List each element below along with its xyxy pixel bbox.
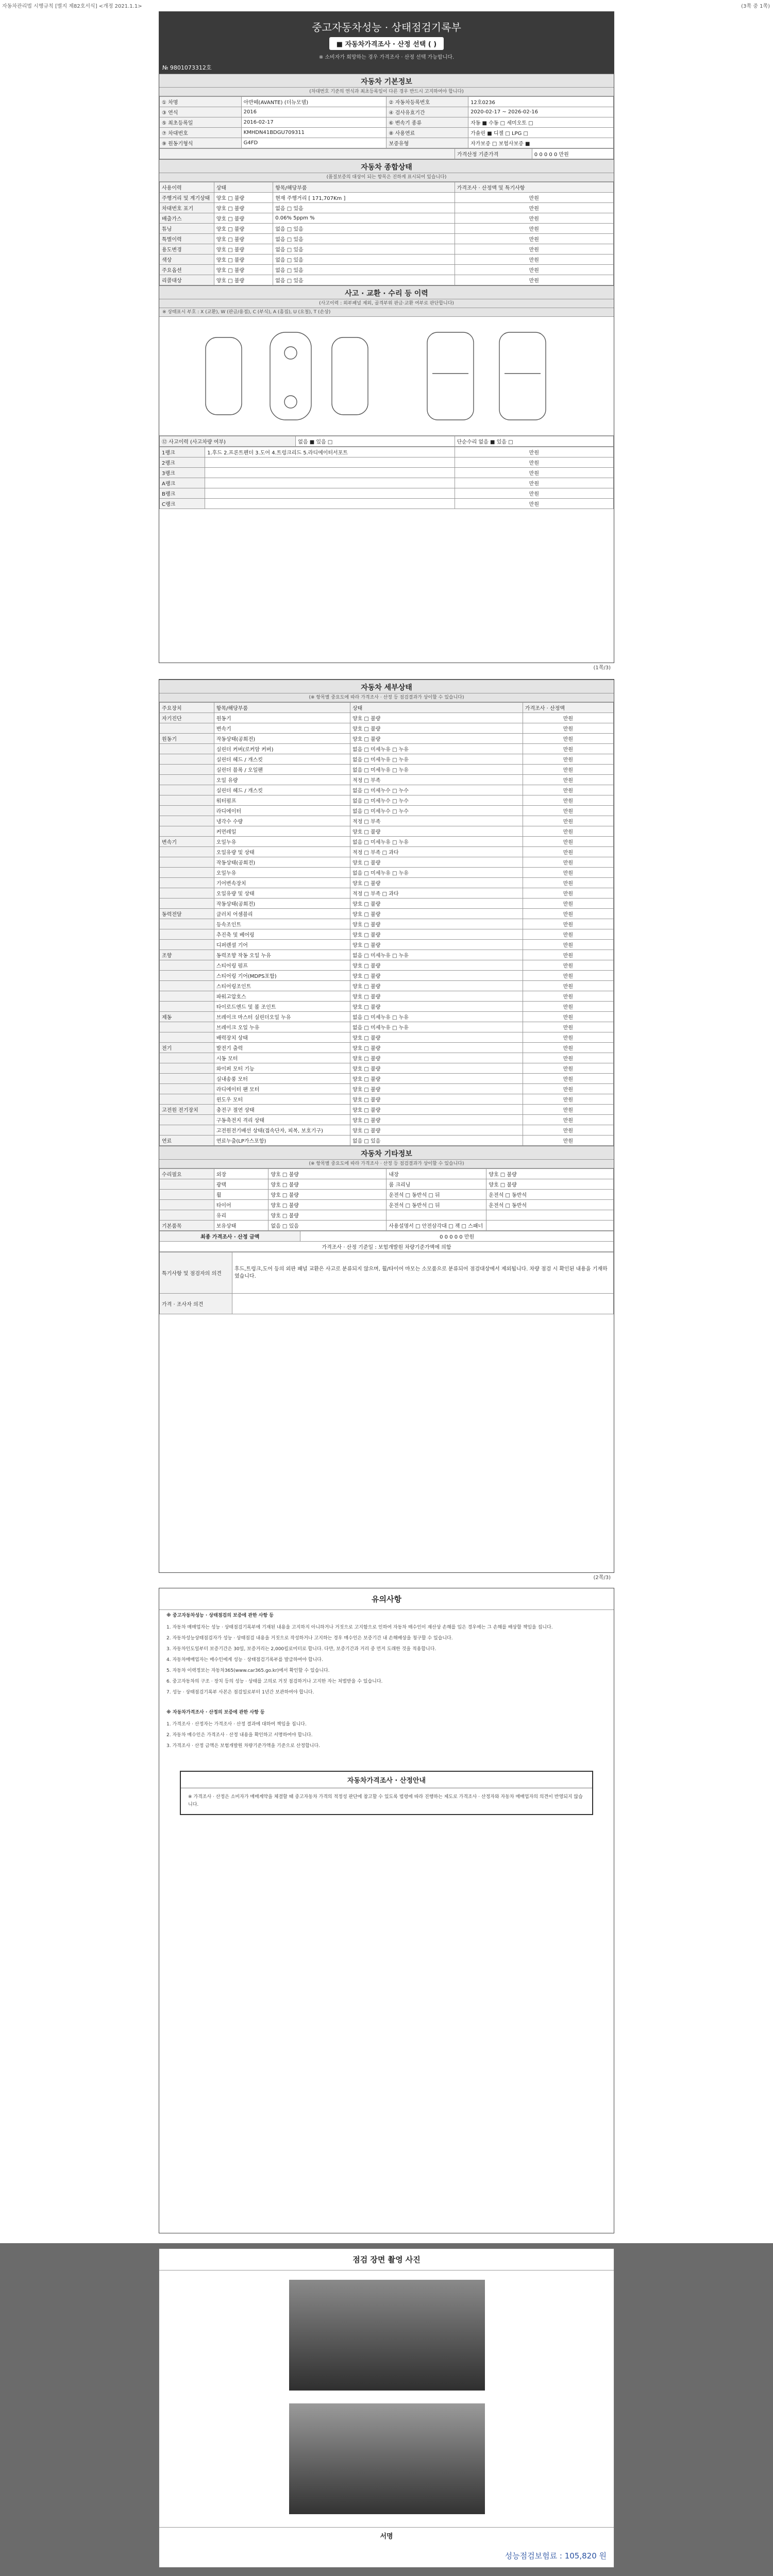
price-guide-box: 자동차가격조사 · 산정안내 ※ 가격조사 · 산정은 소비자가 매매계약을 체결할 때 중고자동차 가격의 적정성 판단에 참고할 수 있도록 법령에 따라 진행하는 제도로 가격조사 · 산정자와 자동차 매매업자의 의견이 반영되지 않습니다. bbox=[180, 1771, 593, 1815]
detail-row: 작동상태(공회전) 양호 □ 불량 만원 bbox=[160, 899, 614, 909]
basic-info-table bbox=[159, 96, 614, 148]
other-title: 자동차 기타정보 bbox=[159, 1146, 614, 1160]
detail-row: 냉각수 수량 적정 □ 부족 만원 bbox=[160, 816, 614, 826]
other-row: 기본품목 보유상태 없음 □ 있음 사용설명서 □ 안전삼각대 □ 잭 □ 스패너 bbox=[160, 1221, 614, 1231]
document-number: № 9801073312호 bbox=[162, 64, 212, 71]
other-table bbox=[159, 1168, 614, 1231]
detail-row: 오일 유량 적정 □ 부족 만원 bbox=[160, 775, 614, 785]
notice-item: 1. 자동차 매매업자는 성능 · 상태점검기록부에 기재된 내용을 고지하지 아니하거나 거짓으로 고지함으로 인하여 자동차 매수인이 재산상 손해를 입은 경우에는 그 손해를 배상할 책임을 집니다. bbox=[166, 1625, 553, 1630]
detail-row: 오일유량 및 상태 적정 □ 부족 □ 과다 만원 bbox=[160, 888, 614, 899]
page-mark-1: (1쪽/3) bbox=[593, 665, 611, 671]
detail-row: 타이로드엔드 및 볼 조인트 양호 □ 불량 만원 bbox=[160, 1002, 614, 1012]
detail-row: 연료 연료누출(LP가스포함) 없음 □ 있음 만원 bbox=[160, 1136, 614, 1146]
overall-row: 주요옵션 양호 □ 불량 없음 □ 있음 만원 bbox=[160, 265, 614, 275]
detail-row: 작동상태(공회전) 양호 □ 불량 만원 bbox=[160, 857, 614, 868]
detail-row: 디퍼렌셜 기어 양호 □ 불량 만원 bbox=[160, 940, 614, 950]
basic-info-row: ① 차명 아반떼(AVANTE) (더뉴모델) ② 자동차등록번호 12호0236 bbox=[160, 97, 614, 107]
detail-row: 라디에이터 팬 모터 양호 □ 불량 만원 bbox=[160, 1084, 614, 1094]
photo-sheet bbox=[159, 2248, 614, 2568]
detail-row: 조향 동력조향 작동 오일 누유 없음 □ 미세누유 □ 누유 만원 bbox=[160, 950, 614, 960]
detail-row: 스티어링조인트 양호 □ 불량 만원 bbox=[160, 981, 614, 991]
price-basis-row: 가격산정 기준가격 0 0 0 0 0 만원 bbox=[159, 148, 614, 159]
car-diagram bbox=[159, 317, 614, 436]
detail-row: 자기진단 원동기 양호 □ 불량 만원 bbox=[160, 713, 614, 723]
page-1 bbox=[159, 11, 614, 671]
overall-row: 색상 양호 □ 불량 없음 □ 있음 만원 bbox=[160, 255, 614, 265]
total-table: 최종 가격조사 · 산정 금액 0 0 0 0 0 만원 가격조사 · 산정 기준일 : 보험개발원 차량기준가액에 의함 bbox=[159, 1231, 614, 1252]
basic-info-row: ③ 연식 2016 ④ 검사유효기간 2020-02-17 ~ 2026-02-16 bbox=[160, 107, 614, 117]
detail-row: 변속기 양호 □ 불량 만원 bbox=[160, 723, 614, 734]
detail-row: 등속조인트 양호 □ 불량 만원 bbox=[160, 919, 614, 929]
accident-legend: ※ 상태표시 부호 : X (교환), W (판금/용접), C (부식), A (흠집), U (요철), T (손상) bbox=[159, 308, 614, 317]
form-header bbox=[159, 12, 614, 74]
detail-row: 원동기 작동상태(공회전) 양호 □ 불량 만원 bbox=[160, 734, 614, 744]
inspection-photo-2 bbox=[289, 2403, 485, 2514]
detail-row: 오일누유 없음 □ 미세누유 □ 누유 만원 bbox=[160, 868, 614, 878]
detail-row: 스티어링 펌프 양호 □ 불량 만원 bbox=[160, 960, 614, 971]
overall-table: 사용이력 상태 항목/해당부품 가격조사 · 산정액 및 특기사항 주행거리 및 계기상태 양호 □ 불량 현재 주행거리 [ 171,707Km ] 만원 차대번호 표기 양호 □ 불량 없음 □ 있음 만원 배출가스 양호 □ 불량 0.06% 5ppm % 만원 튜닝 양호 □ 불량 없음 □ 있음 만원 특별이력 양호 □ 불량 없음 □ 있음 만원 용도변경 양호 □ 불량 없음 □ 있음 만원 색상 양호 □ 불량 없음 □ 있음 만원 주요옵션 양호 □ 불량 없음 □ 있음 만원 리콜대상 양호 □ 불량 없음 □ 있음 만원 bbox=[159, 182, 614, 285]
outer-rank-row: B랭크 만원 bbox=[160, 488, 614, 499]
overall-note: (품질보증의 대상이 되는 항목은 진하게 표시되어 있습니다) bbox=[159, 173, 614, 182]
notice-item: 1. 가격조사 · 산정자는 가격조사 · 산정 결과에 대하여 책임을 집니다. bbox=[166, 1722, 307, 1727]
other-row: 타이어 양호 □ 불량 운전석 □ 동반석 □ 뒤 운전석 □ 동반석 bbox=[160, 1200, 614, 1210]
photo-title: 점검 장면 촬영 사진 bbox=[159, 2249, 614, 2270]
detail-row: 실린더 커버(로커암 커버) 없음 □ 미세누유 □ 누유 만원 bbox=[160, 744, 614, 754]
outer-panel-table bbox=[159, 447, 614, 509]
accident-note: (사고이력 : 외부패널 제외, 골격부위 판금·교환 여부로 판단합니다) bbox=[159, 299, 614, 308]
detail-note: (※ 항목별 중요도에 따라 가격조사 · 산정 등 점검결과가 상이할 수 있습니다) bbox=[159, 693, 614, 702]
detail-row: 기어변속장치 양호 □ 불량 만원 bbox=[160, 878, 614, 888]
detail-row: 워터펌프 없음 □ 미세누수 □ 누수 만원 bbox=[160, 795, 614, 806]
page-2 bbox=[159, 679, 614, 1581]
signature-title: 서명 bbox=[159, 2527, 614, 2540]
detail-row: 추진축 및 베어링 양호 □ 불량 만원 bbox=[160, 929, 614, 940]
outer-rank-row: 1랭크 1.후드 2.프론트펜더 3.도어 4.트렁크리드 5.라디에이터서포트 만원 bbox=[160, 447, 614, 457]
detail-row: 오일유량 및 상태 적정 □ 부족 □ 과다 만원 bbox=[160, 847, 614, 857]
inspection-photo-1 bbox=[289, 2280, 485, 2391]
detail-row: 배력장치 상태 양호 □ 불량 만원 bbox=[160, 1032, 614, 1043]
detail-row: 브레이크 오일 누유 없음 □ 미세누유 □ 누유 만원 bbox=[160, 1022, 614, 1032]
detail-row: 제동 브레이크 마스터 실린더오일 누유 없음 □ 미세누유 □ 누유 만원 bbox=[160, 1012, 614, 1022]
detail-table: 주요장치 항목/해당부품 상태 가격조사 · 산정액 자기진단 원동기 양호 □ 불량 만원 변속기 양호 □ 불량 만원 원동기 작동상태(공회전) 양호 □ 불량 만원 실린더 커버(로커암 커버) 없음 □ 미세누유 □ 누유 만원 실린더 헤드 / 개스킷 없음 □ 미세누유 □ 누유 만원 실린더 블록 / 오일팬 없음 □ 미세누유 □ 누유 만원 오일 유량 적정 □ 부족 만원 실린더 헤드 / 개스킷 없음 □ 미세누수 □ 누수 만원 워터펌프 없음 □ 미세누수 □ 누수 만원 라디에이터 없음 □ 미세누수 □ 누수 만원 냉각수 수량 적정 □ 부족 만원 커먼레일 양호 □ 불량 만원 변속기 오일누유 없음 □ 미세누유 □ 누유 만원 오일유량 및 상태 적정 □ 부족 □ 과다 만원 작동상태(공회전) 양호 □ 불량 만원 오일누유 없음 □ 미세누유 □ 누유 만원 기어변속장치 양호 □ 불량 만원 오일유량 및 상태 적정 □ 부족 □ 과다 만원 작동상태(공회전) 양호 □ 불량 만원 동력전달 클러치 어셈블리 양호 □ 불량 만원 등속조인트 양호 □ 불량 만원 추진축 및 베어링 양호 □ 불량 만원 디퍼렌셜 기어 양호 □ 불량 만원 조향 동력조향 작동 오일 누유 없음 □ 미세누유 □ 누유 만원 스티어링 펌프 양호 □ 불량 만원 스티어링 기어(MDPS포함) 양호 □ 불량 만원 스티어링조인트 양호 □ 불량 만원 파워고압호스 양호 □ 불량 만원 타이로드엔드 및 볼 조인트 양호 □ 불량 만원 제동 브레이크 마스터 실린더오일 누유 없음 □ 미세누유 □ 누유 만원 브레이크 오일 누유 없음 □ 미세누유 □ 누유 만원 배력장치 상태 양호 □ 불량 만원 전기 발전기 출력 양호 □ 불량 만원 시동 모터 양호 □ 불량 만원 와이퍼 모터 기능 양호 □ 불량 만원 실내송풍 모터 양호 □ 불량 만원 라디에이터 팬 모터 양호 □ 불량 만원 윈도우 모터 양호 □ 불량 만원 고전원 전기장치 충전구 절연 상태 양호 □ 불량 만원 구동축전지 격리 상태 양호 □ 불량 만원 고전원전기배선 상태(접속단자, 피복, 보호기구) 양호 □ 불량 만원 연료 연료누출(LP가스포함) 없음 □ 있음 만원 bbox=[159, 702, 614, 1146]
other-row: 광택 양호 □ 불량 룸 크리닝 양호 □ 불량 bbox=[160, 1179, 614, 1190]
outer-rank-row: 3랭크 만원 bbox=[160, 468, 614, 478]
detail-row: 고전원 전기장치 충전구 절연 상태 양호 □ 불량 만원 bbox=[160, 1105, 614, 1115]
form-title: 중고자동차성능 · 상태점검기록부 bbox=[312, 21, 461, 33]
outer-rank-row: A랭크 만원 bbox=[160, 478, 614, 488]
overall-row: 주행거리 및 계기상태 양호 □ 불량 현재 주행거리 [ 171,707Km ] 만원 bbox=[160, 193, 614, 203]
special-table: 특기사항 및 점검자의 의견 후드,트렁크,도어 등의 외판 패널 교환은 사고로 분류되지 않으며, 휠/타이어 마모는 소모품으로 분류되어 점검대상에서 제외됩니다. 차량 점검 시 확인된 내용을 기재하였습니다. 가격 · 조사자 의견 bbox=[159, 1252, 614, 1314]
car-outline-diagram bbox=[159, 317, 614, 435]
detail-row: 라디에이터 없음 □ 미세누수 □ 누수 만원 bbox=[160, 806, 614, 816]
notice-title: 유의사항 bbox=[159, 1588, 614, 1610]
other-row: 유리 양호 □ 불량 bbox=[160, 1210, 614, 1221]
notice-list-2 bbox=[159, 1719, 614, 1755]
outer-rank-row: C랭크 만원 bbox=[160, 499, 614, 509]
other-row: 휠 양호 □ 불량 운전석 □ 동반석 □ 뒤 운전석 □ 동반석 bbox=[160, 1190, 614, 1200]
overall-row: 차대번호 표기 양호 □ 불량 없음 □ 있음 만원 bbox=[160, 203, 614, 213]
basic-info-note: (차대번호 기준의 연식과 최초등록일이 다른 경우 반드시 고지하여야 합니다) bbox=[159, 88, 614, 96]
page-mark-2: (2쪽/3) bbox=[593, 1575, 611, 1581]
notice-item: 4. 자동차매매업자는 매수인에게 성능 · 상태점검기록부를 발급하여야 합니다. bbox=[166, 1657, 323, 1663]
detail-row: 고전원전기배선 상태(접속단자, 피복, 보호기구) 양호 □ 불량 만원 bbox=[160, 1125, 614, 1136]
overall-row: 튜닝 양호 □ 불량 없음 □ 있음 만원 bbox=[160, 224, 614, 234]
other-note: (※ 항목별 중요도에 따라 가격조사 · 산정 등 점검결과가 상이할 수 있습니다) bbox=[159, 1160, 614, 1168]
overall-title: 자동차 종합상태 bbox=[159, 159, 614, 173]
insurance-fee: 성능점검보험료 : 105,820 원 bbox=[505, 2551, 607, 2561]
notice-heading-2: ※ 자동차가격조사 · 산정의 보증에 관한 사항 등 bbox=[166, 1710, 265, 1715]
notice-list bbox=[159, 1622, 614, 1702]
notice-item: 2. 자동차 매수인은 가격조사 · 산정 내용을 확인하고 서명하여야 합니다. bbox=[166, 1733, 313, 1738]
overall-row: 리콜대상 양호 □ 불량 없음 □ 있음 만원 bbox=[160, 275, 614, 285]
detail-row: 실린더 헤드 / 개스킷 없음 □ 미세누유 □ 누유 만원 bbox=[160, 754, 614, 765]
notice-item: 5. 자동차 이력정보는 자동차365(www.car365.go.kr)에서 확인할 수 있습니다. bbox=[166, 1668, 330, 1673]
form-reference: 자동차관리법 시행규칙 [별지 제82호서식] <개정 2021.1.1> (3쪽 중 1쪽) bbox=[2, 4, 770, 9]
page-3 bbox=[159, 1588, 614, 2233]
basic-info-row: ⑦ 차대번호 KMHDN41BDGU709311 ⑧ 사용연료 가솔린 ■ 디젤 □ LPG □ bbox=[160, 128, 614, 138]
basic-info-title: 자동차 기본정보 bbox=[159, 74, 614, 88]
basic-info-row: ⑤ 최초등록일 2016-02-17 ⑥ 변속기 종류 자동 ■ 수동 □ 세미오토 □ bbox=[160, 117, 614, 128]
notice-item: 3. 자동차인도일부터 보증기간은 30일, 보증거리는 2,000킬로미터로 합니다. 다만, 보증기간과 거리 중 먼저 도래한 것을 적용합니다. bbox=[166, 1647, 436, 1652]
overall-row: 특별이력 양호 □ 불량 없음 □ 있음 만원 bbox=[160, 234, 614, 244]
price-option: ■ 자동차가격조사 · 산정 선택 ( ) bbox=[329, 37, 444, 50]
header-note: ※ 소비자가 희망하는 경우 가격조사 · 산정 선택 가능합니다. bbox=[318, 55, 455, 60]
notice-item: 3. 가격조사 · 산정 금액은 보험개발원 차량기준가액을 기준으로 산정합니다. bbox=[166, 1743, 321, 1749]
detail-row: 실내송풍 모터 양호 □ 불량 만원 bbox=[160, 1074, 614, 1084]
detail-row: 파워고압호스 양호 □ 불량 만원 bbox=[160, 991, 614, 1002]
notice-item: 7. 성능 · 상태점검기록부 사본은 점검일로부터 1년간 보관하여야 합니다. bbox=[166, 1690, 314, 1695]
detail-row: 시동 모터 양호 □ 불량 만원 bbox=[160, 1053, 614, 1063]
other-row: 수리필요 외장 양호 □ 불량 내장 양호 □ 불량 bbox=[160, 1169, 614, 1179]
detail-row: 윈도우 모터 양호 □ 불량 만원 bbox=[160, 1094, 614, 1105]
notice-item: 2. 자동차성능상태점검자가 성능 · 상태점검 내용을 거짓으로 작성하거나 고지하는 경우 매수인은 보증기간 내 손해배상을 청구할 수 있습니다. bbox=[166, 1636, 453, 1641]
detail-row: 실린더 블록 / 오일팬 없음 □ 미세누유 □ 누유 만원 bbox=[160, 765, 614, 775]
notice-item: 6. 중고자동차의 구조 · 장치 등의 성능 · 상태를 고의로 거짓 점검하거나 고지한 자는 처벌받을 수 있습니다. bbox=[166, 1679, 383, 1684]
basic-info-row: ⑨ 원동기형식 G4FD 보증유형 자가보증 □ 보험사보증 ■ bbox=[160, 138, 614, 148]
detail-row: 전기 발전기 출력 양호 □ 불량 만원 bbox=[160, 1043, 614, 1053]
detail-row: 스티어링 기어(MDPS포함) 양호 □ 불량 만원 bbox=[160, 971, 614, 981]
outer-rank-row: 2랭크 만원 bbox=[160, 457, 614, 468]
detail-row: 커먼레일 양호 □ 불량 만원 bbox=[160, 826, 614, 837]
detail-row: 동력전달 클러치 어셈블리 양호 □ 불량 만원 bbox=[160, 909, 614, 919]
detail-row: 구동축전지 격리 상태 양호 □ 불량 만원 bbox=[160, 1115, 614, 1125]
accident-table: ⑫ 사고이력 (사고차량 여부) 없음 ■ 있음 □ 단순수리 없음 ■ 있음 □ bbox=[159, 436, 614, 447]
detail-row: 변속기 오일누유 없음 □ 미세누유 □ 누유 만원 bbox=[160, 837, 614, 847]
overall-row: 배출가스 양호 □ 불량 0.06% 5ppm % 만원 bbox=[160, 213, 614, 224]
detail-title: 자동차 세부상태 bbox=[159, 680, 614, 693]
accident-title: 사고 · 교환 · 수리 등 이력 bbox=[159, 285, 614, 299]
notice-heading-1: ※ 중고자동차성능 · 상태점검의 보증에 관한 사항 등 bbox=[166, 1613, 274, 1618]
detail-row: 실린더 헤드 / 개스킷 없음 □ 미세누수 □ 누수 만원 bbox=[160, 785, 614, 795]
detail-row: 와이퍼 모터 기능 양호 □ 불량 만원 bbox=[160, 1063, 614, 1074]
overall-row: 용도변경 양호 □ 불량 없음 □ 있음 만원 bbox=[160, 244, 614, 255]
